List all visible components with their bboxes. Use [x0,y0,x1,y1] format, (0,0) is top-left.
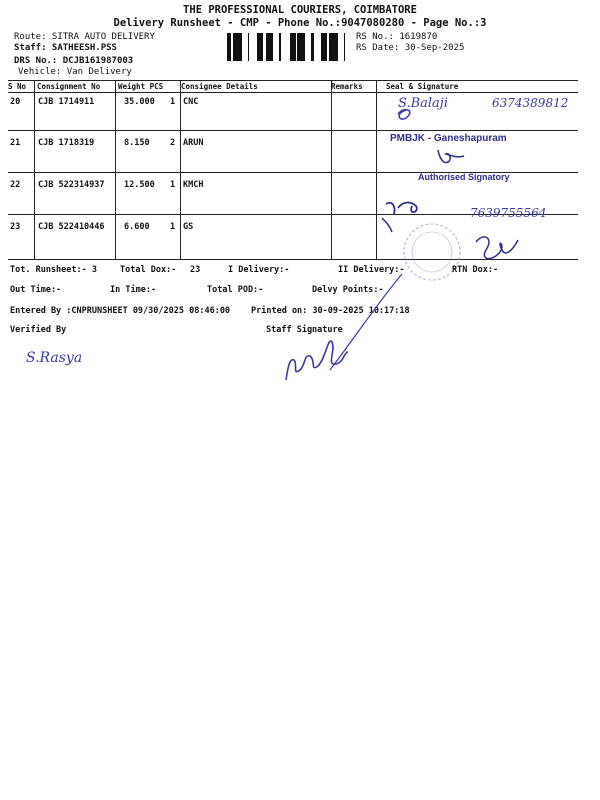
header-consignee: Consignee Details [181,82,258,91]
column-divider [34,80,35,260]
row-pcs: 1 [170,222,176,232]
row-pcs: 1 [170,97,176,107]
delvy-points: Delvy Points:- [312,285,384,295]
header-seal-signature: Seal & Signature [386,82,459,91]
header-remarks: Remarks [331,82,363,91]
handwritten-phone: 7639755564 [470,206,547,220]
row-consignment: CJB 522314937 [38,180,105,190]
handwritten-phone: 6374389812 [492,96,569,110]
staff-signature-icon [270,270,410,390]
total-dox-value: 23 [190,265,201,275]
i-delivery: I Delivery:- [228,265,290,275]
staff-signature-label: Staff Signature [266,325,343,335]
header-sno: S No [8,82,27,91]
total-runsheet: Tot. Runsheet:- 3 [10,265,97,275]
row-consignee: KMCH [183,180,204,190]
row-weight: 8.150 [124,138,150,148]
row-consignee: GS [183,222,194,232]
row-consignee: CNC [183,97,199,107]
staff-text: Staff: SATHEESH.PSS [14,43,117,53]
drs-number: DRS No.: DCJB161987003 [14,56,134,66]
column-divider [115,80,116,260]
column-divider [331,80,332,260]
row-consignment: CJB 1718319 [38,138,95,148]
company-title: THE PROFESSIONAL COURIERS, COIMBATORE [183,4,417,16]
column-divider [180,80,181,260]
row-consignment: CJB 522410446 [38,222,105,232]
table-top-rule [8,80,578,81]
row-sno: 22 [10,180,21,190]
route-text: Route: SITRA AUTO DELIVERY [14,32,155,42]
row-pcs: 2 [170,138,176,148]
out-time: Out Time:- [10,285,62,295]
runsheet-subtitle: Delivery Runsheet - CMP - Phone No.:9047080280 - Page No.:3 [113,17,487,29]
barcode-icon [227,33,353,61]
row-sno: 21 [10,138,21,148]
stamp-office-name: PMBJK - Ganeshapuram [390,133,507,144]
entered-by: Entered By :CNPRUNSHEET 09/30/2025 08:46:00 [10,306,231,316]
total-pod: Total POD:- [207,285,264,295]
verifier-signature: S.Rasya [26,350,83,366]
rs-number: RS No.: 1619870 [356,32,438,42]
in-time: In Time:- [110,285,157,295]
row-weight: 12.500 [124,180,155,190]
row-consignee: ARUN [183,138,204,148]
row-weight: 35.000 [124,97,155,107]
ii-delivery: II Delivery:- [338,265,405,275]
stamp-authorised-signatory: Authorised Signatory [418,172,510,182]
header-weight-pcs: Weight PCS [118,82,164,91]
verified-by: Verified By [10,325,67,335]
handwritten-signature: S.Balaji [398,96,448,111]
row-weight: 6.600 [124,222,150,232]
row-sno: 23 [10,222,21,232]
printed-on: Printed on: 30-09-2025 10:17:18 [251,306,410,316]
row-consignment: CJB 1714911 [38,97,95,107]
rtn-dox: RTN Dox:- [452,265,499,275]
row-sno: 20 [10,97,21,107]
header-consignment: Consignment No [37,82,101,91]
vehicle-text: Vehicle: Van Delivery [18,67,132,77]
rs-date: RS Date: 30-Sep-2025 [356,43,465,53]
row-pcs: 1 [170,180,176,190]
total-dox-label: Total Dox:- [120,265,177,275]
